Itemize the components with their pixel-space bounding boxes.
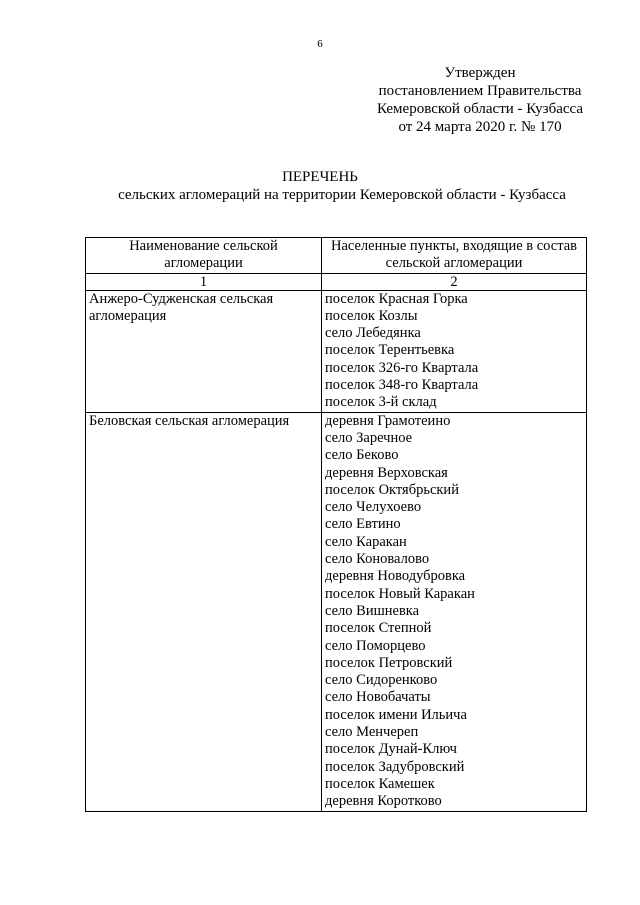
table-header-row	[86, 238, 587, 274]
list-item: поселок Дунай-Ключ	[325, 741, 457, 758]
list-item: поселок Козлы	[325, 307, 418, 324]
list-item: село Новобачаты	[325, 689, 431, 706]
list-item: село Беково	[325, 447, 399, 464]
list-item: поселок 326-го Квартала	[325, 359, 479, 376]
column-number-row	[86, 273, 587, 290]
list-item: село Сидоренково	[325, 672, 438, 689]
approval-line-2: постановлением Правительства	[378, 83, 582, 99]
list-item: поселок 348-го Квартала	[325, 377, 479, 394]
list-item: деревня Новодубровка	[325, 568, 466, 585]
list-item: село Евтино	[325, 516, 401, 533]
list-item: село Каракан	[325, 533, 407, 550]
approval-line-1: Утвержден	[444, 65, 516, 81]
header-agglomeration-name: Наименование сельской агломерации	[86, 238, 322, 274]
list-item: поселок Новый Каракан	[325, 585, 475, 602]
agglomeration-name: Беловская сельская агломерация	[86, 412, 322, 811]
document-title: ПЕРЕЧЕНЬ	[282, 169, 358, 185]
table-row	[86, 412, 587, 811]
page-number: 6	[317, 38, 323, 50]
list-item: поселок 3-й склад	[325, 394, 437, 411]
list-item: поселок Камешек	[325, 775, 435, 792]
list-item: поселок Степной	[325, 620, 432, 637]
list-item: поселок Октябрьский	[325, 481, 459, 498]
approval-block	[360, 64, 600, 136]
approval-line-4: от 24 марта 2020 г. № 170	[398, 119, 562, 135]
list-item: поселок Красная Горка	[325, 290, 468, 307]
list-item: деревня Грамотеино	[325, 412, 451, 429]
table-row	[86, 290, 587, 412]
list-item: село Лебедянка	[325, 325, 421, 342]
column-number-2: 2	[322, 273, 587, 290]
list-item: село Заречное	[325, 429, 413, 446]
document-subtitle: сельских агломераций на территории Кемеровской области - Кузбасса	[118, 187, 566, 203]
agglomeration-name: Анжеро-Судженская сельская агломерация	[86, 290, 322, 412]
settlements-list	[322, 412, 587, 811]
header-settlements: Населенные пункты, входящие в состав сельской агломерации	[322, 238, 587, 274]
list-item: село Вишневка	[325, 602, 420, 619]
settlements-list	[322, 290, 587, 412]
list-item: поселок Терентьевка	[325, 342, 455, 359]
table-body	[86, 290, 587, 811]
list-item: деревня Коротково	[325, 793, 442, 810]
list-item: село Коновалово	[325, 551, 430, 568]
list-item: село Челухоево	[325, 499, 422, 516]
list-item: деревня Верховская	[325, 464, 448, 481]
list-item: поселок Задубровский	[325, 758, 465, 775]
list-item: поселок имени Ильича	[325, 706, 467, 723]
list-item: поселок Петровский	[325, 654, 453, 671]
agglomeration-table	[85, 237, 587, 812]
approval-line-3: Кемеровской области - Кузбасса	[376, 101, 584, 117]
column-number-1: 1	[86, 273, 322, 290]
list-item: село Менчереп	[325, 724, 419, 741]
list-item: село Поморцево	[325, 637, 426, 654]
